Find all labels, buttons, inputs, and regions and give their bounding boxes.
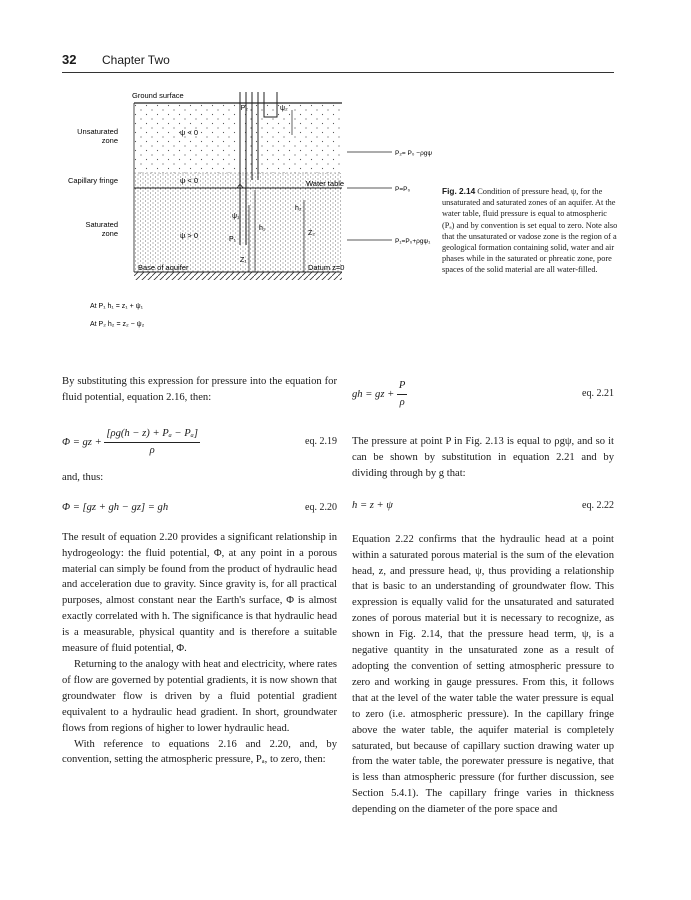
- label-base-of-aquifer: Base of aquifer: [138, 263, 189, 272]
- label-unsaturated: Unsaturated: [77, 127, 118, 136]
- left-paragraph-1: By substituting this expression for pressure into the equation for fluid potential, equation 2.16, then:: [62, 376, 337, 403]
- eq219-lhs: Φ = gz +: [62, 436, 102, 448]
- label-at-p2: At P₂ h₂ = z₂ − ψ₂: [90, 321, 145, 328]
- equation-2-22: [352, 496, 614, 516]
- eq222-number: eq. 2.22: [582, 499, 614, 511]
- label-psi2: ψ₂: [280, 105, 288, 112]
- left-paragraph-4: With reference to equations 2.16 and 2.20, and, by convention, setting the atmospheric pressure, Pₐ, to zero, then:: [62, 738, 337, 766]
- label-eq-p1: P₁=P₀+ρgψ₁: [395, 238, 431, 245]
- eq220-number: eq. 2.20: [305, 501, 337, 513]
- left-paragraph-2: The result of equation 2.20 provides a significant relationship in hydrogeology: the fluid potential, Φ, at any point in a porous material can simply be found from the product of hydraulic head and acceleration due to gravity. Since gravity is, for all practical purposes, almost constant near the Earth's surface, Φ is almost exactly correlated with h. The significance is that hydraulic head is a measurable, physical quantity and is therefore a suitable measure of fluid potential, Φ.: [62, 531, 337, 655]
- label-p1: P₁: [228, 236, 236, 243]
- unsaturated-zone: [134, 103, 342, 173]
- label-at-p1: At P₁ h₁ = z₁ + ψ₁: [90, 303, 143, 310]
- label-h2: h₂: [295, 205, 302, 212]
- label-eq-p2: P₂= P₀ −ρgψ₂: [395, 150, 432, 157]
- aquifer-diagram: [62, 90, 432, 340]
- eq219-denominator: ρ: [104, 442, 200, 459]
- eq221-numerator: P: [398, 380, 406, 391]
- figure-caption: [442, 186, 618, 276]
- label-capillary-fringe: Capillary fringe: [67, 176, 118, 185]
- label-psi-lt-0-a: ψ < 0: [180, 128, 199, 137]
- caption-text: Condition of pressure head, ψ, for the unsaturated and saturated zones of an aquifer. At the water table, fluid pressure is equal to atmospheric (Pₐ) and by convention is set equal to zero. Note also that the unsaturated or vadose zone is the region of a geological formation containing solid, water and air phases while in the saturated or phreatic zone, pore spaces of the solid material are all water-filled.: [442, 187, 618, 275]
- eq221-denominator: ρ: [397, 394, 407, 411]
- label-z1: Z₁: [240, 257, 247, 264]
- eq219-numerator: [ρg(h − z) + Pₐ − Pₐ]: [106, 427, 198, 439]
- eq219-number: eq. 2.19: [305, 435, 337, 447]
- label-ground-surface: Ground surface: [132, 91, 184, 100]
- eq222-expr: h = z + ψ: [352, 499, 393, 511]
- eq219-fraction: [104, 426, 200, 459]
- label-unsaturated-zone: zone: [101, 136, 118, 145]
- label-psi-gt-0: ψ > 0: [180, 231, 199, 240]
- label-saturated: Saturated: [85, 220, 118, 229]
- left-column: [62, 374, 337, 768]
- label-saturated-zone: zone: [101, 229, 118, 238]
- label-z2: Z₂: [308, 230, 315, 237]
- right-paragraph-1: The pressure at point P in Fig. 2.13 is equal to ρgψ, and so it can be shown by substitution in equation 2.21 and by dividing through by g that:: [352, 436, 614, 479]
- caption-label: Fig. 2.14: [442, 186, 476, 196]
- right-paragraph-2: Equation 2.22 confirms that the hydraulic head at a point within a saturated porous material is the sum of the elevation head, z, and pressure head, ψ, thus providing a relationship that is basic to an understanding of groundwater flow. This expression is equally valid for the unsaturated and saturated zones of porous material but it is necessary to recognize, as shown in Fig. 2.14, that the pressure head term, ψ, is a negative quantity in the unsaturated zone as a result of adopting the convention of setting atmospheric pressure to zero and working in gauge pressures. From this, it follows that at the level of the water table the water pressure is equal to zero (i.e. atmospheric pressure). In the capillary fringe above the water table, the aquifer material is completely saturated, but because of capillary suction drawing water up from the water table, the porewater pressure is negative, that is less than atmospheric pressure (for further discussion, see Section 5.4.1). The capillary fringe varies in thickness depending on the diameter of the pore space and: [352, 533, 614, 816]
- eq221-number: eq. 2.21: [582, 388, 614, 399]
- figure-2-14: [62, 90, 432, 340]
- label-water-table: Water table: [306, 179, 345, 188]
- chapter-title: Chapter Two: [102, 53, 170, 67]
- equation-2-20: [62, 498, 337, 518]
- equation-2-19: [62, 416, 337, 460]
- running-header: [62, 50, 614, 73]
- label-datum: Datum z=0: [308, 263, 345, 272]
- eq221-lhs: gh = gz +: [352, 388, 395, 400]
- page-number: 32: [62, 52, 77, 67]
- aquifer-base-hatch: [134, 272, 342, 280]
- label-psi-lt-0-b: ψ < 0: [180, 176, 199, 185]
- label-eq-p0: P=P₀: [395, 186, 411, 193]
- label-p2: P₂: [240, 105, 248, 112]
- eq220-expr: Φ = [gz + gh − gz] = gh: [62, 501, 169, 513]
- and-thus-text: and, thus:: [62, 471, 104, 483]
- left-paragraph-3: Returning to the analogy with heat and electricity, where rates of flow are governed by potential gradients, it is now shown that groundwater flow is driven by a fluid potential gradient equivalent to a hydraulic head gradient. In short, groundwater flows from regions of higher to lower hydraulic head.: [62, 658, 337, 734]
- label-psi1: ψ₁: [232, 213, 240, 220]
- equation-2-21: [352, 374, 614, 414]
- eq221-fraction: [397, 378, 407, 411]
- label-h1: h₁: [259, 225, 266, 232]
- right-column: [352, 374, 614, 818]
